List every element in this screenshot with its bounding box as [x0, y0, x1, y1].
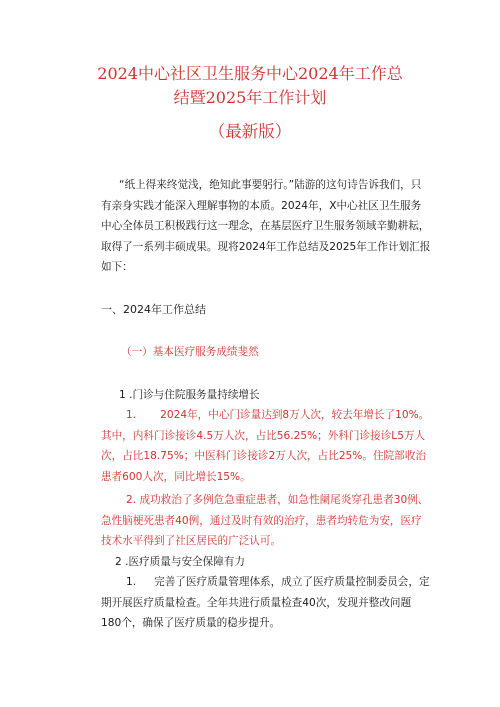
intro-paragraph: “纸上得来终觉浅，绝知此事要躬行。”陆游的这句诗告诉我们，只有亲身实践才能深入理解事物的本质。2024年，X中心社区卫生服务中心全体员工积极践行这一理念，在基层医疗卫生服务领域辛勤耕耘，取得了一系列丰硕成果。现将2024年工作总结及2025年工作计划汇报如下：	[101, 179, 431, 273]
section-heading-summary: 一、2024年工作总结	[101, 303, 206, 316]
subsection-heading-medical-service: （一）基本医疗服务成绩斐然	[121, 346, 259, 358]
list-item-critical-cases: 2. 成功救治了多例危急重症患者，如急性阑尾炎穿孔患者30例、急性脑梗死患者40例，通过及时有效的治疗，患者均转危为安，医疗技术水平得到了社区居民的广泛认可。	[101, 494, 429, 547]
list-item-quality-system	[101, 572, 431, 634]
edition-label: （最新版）	[208, 122, 292, 141]
list-item-text: 完善了医疗质量管理体系，成立了医疗质量控制委员会，定期开展医疗质量检查。全年共进行质量检查40次，发现并整改问题180个，确保了医疗质量的稳步提升。	[101, 576, 430, 629]
list-item-text: 2024年，中心门诊量达到8万人次，较去年增长了10%。其中，内科门诊接诊4.5万人次，占比56.25%；外科门诊接诊L5万人次，占比18.75%；中医科门诊接诊2万人次，占比25%。住院部收治患者600人次，同比增长15%。	[101, 409, 430, 483]
list-item-number: 1.	[126, 576, 137, 588]
document-title-line-2: 结暨2025年工作计划	[173, 88, 327, 107]
document-title-line-1: 2024中心社区卫生服务中心2024年工作总	[97, 64, 403, 83]
point-heading-outpatient: 1 .门诊与住院服务量持续增长	[119, 389, 260, 401]
point-heading-quality: 2 .医疗质量与安全保障有力	[115, 556, 246, 568]
list-item-outpatient-stats	[101, 405, 431, 487]
list-item-number: 1.	[126, 409, 137, 421]
